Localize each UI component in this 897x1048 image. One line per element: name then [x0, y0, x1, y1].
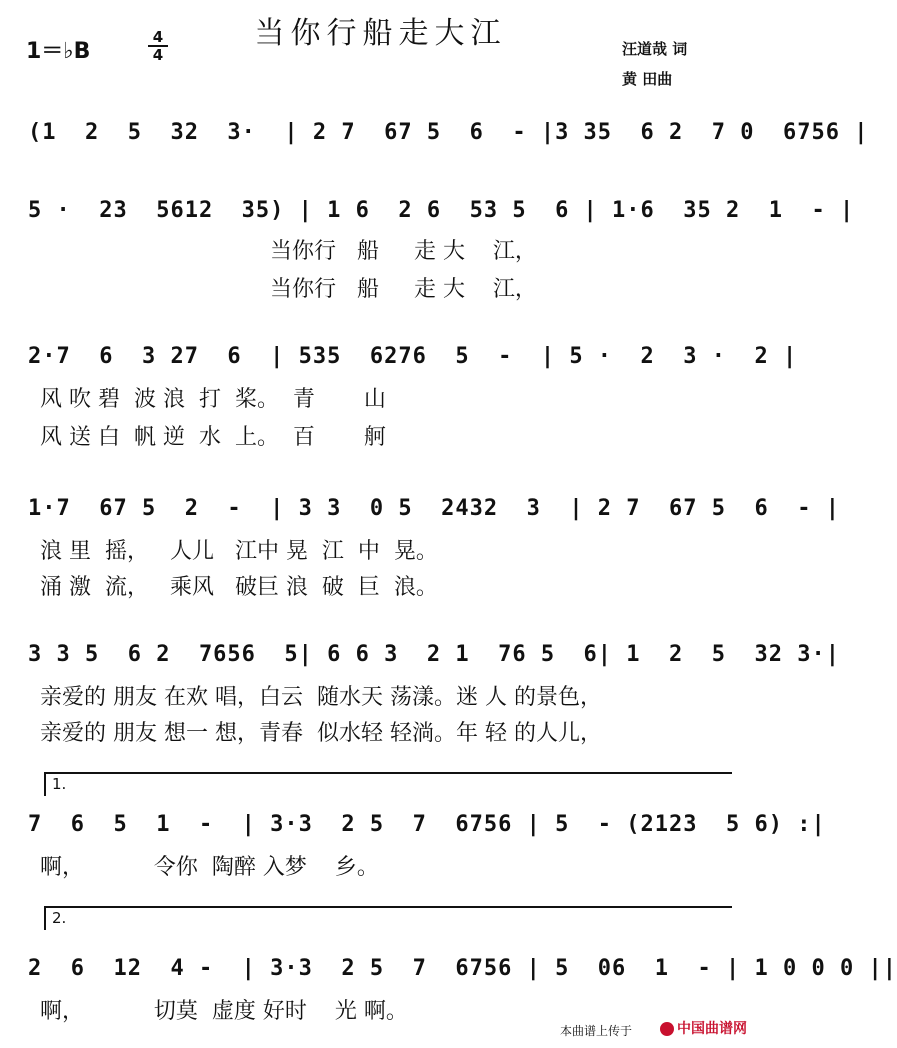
lyric: 风 吹 碧 波 浪 打 桨。 青 山 [40, 387, 386, 412]
notes: 7 6 5 1 - | 3·3 2 5 7 6756 | 5 - (2123 5 6) :| [28, 812, 826, 837]
lyric-row-5-verse-1 [0, 680, 761, 710]
meter-top: 4 [152, 28, 164, 46]
lyric: 当你行 船 走 大 江， [270, 239, 537, 264]
lyricist-credit: 汪道哉 词 [622, 40, 688, 58]
lyric: 亲爱的 朋友 想一 想，青春 似水轻 轻淌。年 轻 的人儿， [40, 721, 602, 746]
key-signature: 1＝♭B [26, 39, 91, 64]
notes: 2 6 12 4 - | 3·3 2 5 7 6756 | 5 06 1 - | 1 0 0 0 || [28, 956, 897, 981]
site-logo-icon [660, 1022, 674, 1036]
lyric-row-6 [0, 850, 761, 880]
meter-bottom: 4 [152, 46, 164, 64]
lyric: 风 送 白 帆 逆 水 上。 百 舸 [40, 425, 386, 450]
notation-row-4 [0, 496, 840, 530]
lyric-row-3-verse-2 [0, 420, 761, 450]
volta-label: 2. [52, 909, 67, 927]
notation-row-2 [0, 198, 855, 232]
lyric-row-2-verse-2 [0, 272, 761, 302]
site-logo[interactable] [660, 1018, 747, 1038]
lyric: 涌 激 流， 乘风 破巨 浪 破 巨 浪。 [40, 575, 438, 600]
lyric: 啊， 令你 陶醉 入梦 乡。 [40, 855, 379, 880]
notation-row-5 [0, 642, 840, 676]
notation-row-6 [0, 812, 826, 846]
notation-row-3 [0, 344, 798, 378]
volta-1 [44, 772, 732, 796]
volta-2 [44, 906, 732, 930]
upload-note: 本曲谱上传于 [560, 1024, 633, 1038]
lyric-row-2-verse-1 [0, 234, 761, 264]
notes: 3 3 5 6 2 7656 5| 6 6 3 2 1 76 5 6| 1 2 5 32 3·| [28, 642, 840, 667]
notes: 1·7 67 5 2 - | 3 3 0 5 2432 3 | 2 7 67 5 6 - | [28, 496, 840, 521]
lyric: 当你行 船 走 大 江， [270, 277, 537, 302]
volta-label: 1. [52, 775, 67, 793]
notes: 5 · 23 5612 35) | 1 6 2 6 53 5 6 | 1·6 35 2 1 - | [28, 198, 855, 223]
lyric: 啊， 切莫 虚度 好时 光 啊。 [40, 999, 408, 1024]
lyric-row-7 [0, 994, 761, 1024]
lyric-row-5-verse-2 [0, 716, 761, 746]
site-name: 中国曲谱网 [677, 1021, 747, 1037]
notes: (1 2 5 32 3· | 2 7 67 5 6 - |3 35 6 2 7 0 6756 | [28, 120, 869, 145]
lyric-row-4-verse-2 [0, 570, 761, 600]
lyric: 浪 里 摇， 人儿 江中 晃 江 中 晃。 [40, 539, 438, 564]
notes: 2·7 6 3 27 6 | 535 6276 5 - | 5 · 2 3 · 2 | [28, 344, 798, 369]
notation-row-1 [0, 120, 869, 154]
lyric: 亲爱的 朋友 在欢 唱，白云 随水天 荡漾。迷 人 的景色， [40, 685, 602, 710]
notation-row-7 [0, 956, 897, 990]
lyric-row-3-verse-1 [0, 382, 761, 412]
time-signature [148, 30, 168, 62]
composer-credit: 黄 田曲 [622, 70, 673, 88]
song-title: 当你行船走大江 [254, 16, 507, 51]
lyric-row-4-verse-1 [0, 534, 761, 564]
